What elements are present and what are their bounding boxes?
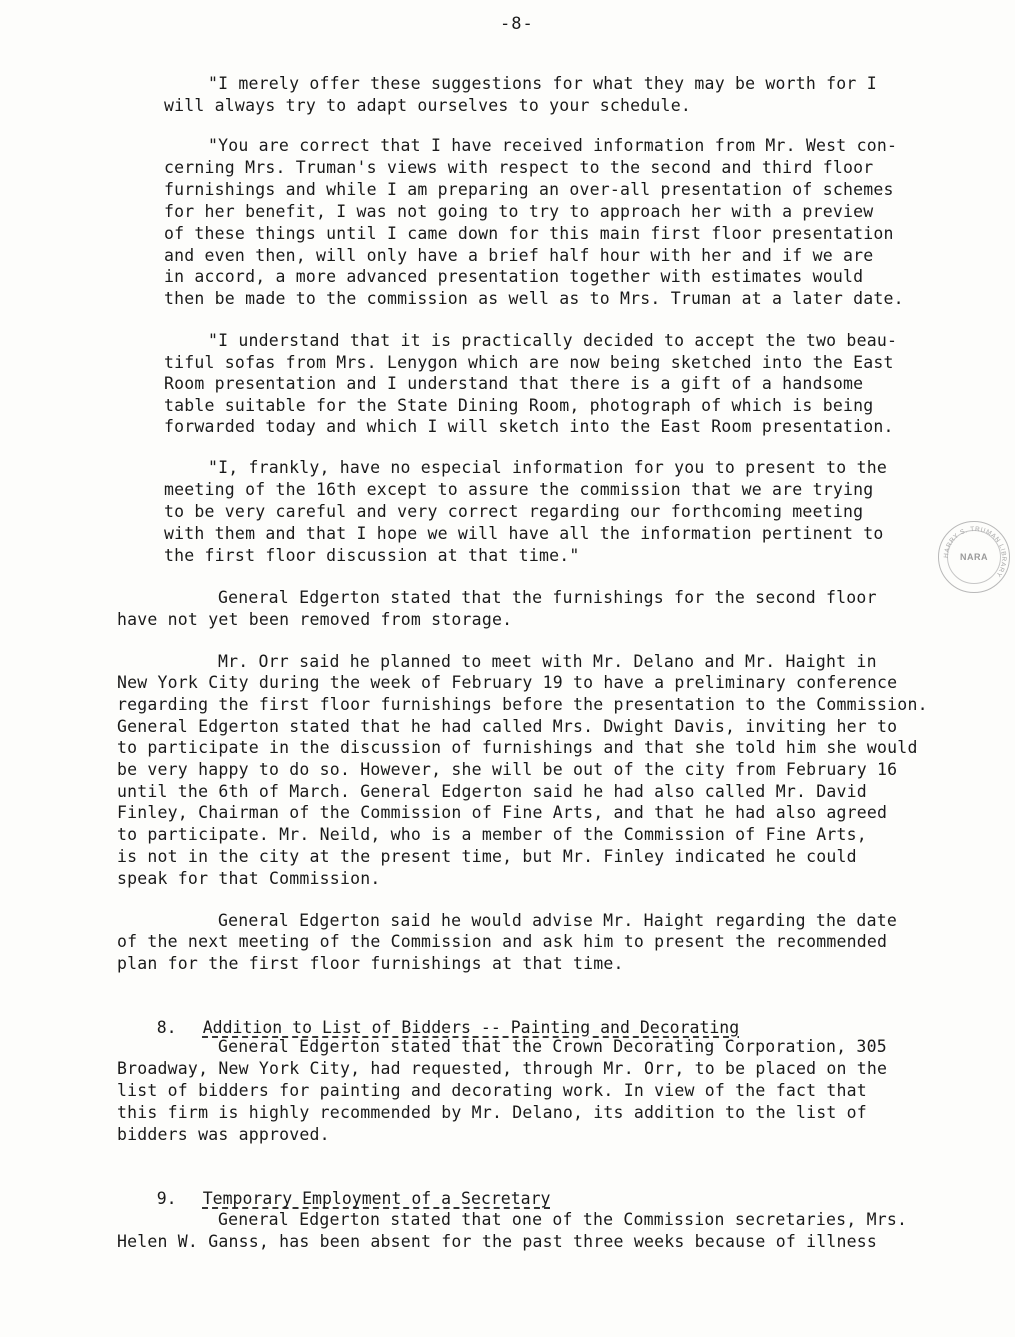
page-number: -8- bbox=[500, 14, 534, 34]
archive-stamp bbox=[938, 521, 1010, 593]
text-line: be very happy to do so. However, she will be out of the city from February 16 bbox=[117, 760, 898, 779]
text-line: will always try to adapt ourselves to your schedule. bbox=[164, 96, 691, 115]
text-line: New York City during the week of February 19 to have a preliminary conference bbox=[117, 673, 898, 692]
text-line: General Edgerton stated that one of the Commission secretaries, Mrs. bbox=[218, 1210, 908, 1229]
section-number: 8. bbox=[156, 1018, 177, 1037]
text-line: Broadway, New York City, had requested, through Mr. Orr, to be placed on the bbox=[117, 1059, 888, 1078]
text-line: the first floor discussion at that time." bbox=[164, 546, 580, 565]
text-line: "I understand that it is practically decided to accept the two beau- bbox=[208, 331, 898, 350]
text-line: forwarded today and which I will sketch into the East Room presentation. bbox=[164, 417, 894, 436]
text-line: then be made to the commission as well as to Mrs. Truman at a later date. bbox=[164, 289, 904, 308]
text-line: to participate. Mr. Neild, who is a member of the Commission of Fine Arts, bbox=[117, 825, 867, 844]
text-line: regarding the first floor furnishings before the presentation to the Commission. bbox=[117, 695, 928, 714]
stamp-label: NARA bbox=[960, 552, 988, 562]
text-line: bidders was approved. bbox=[117, 1125, 330, 1144]
text-line: is not in the city at the present time, but Mr. Finley indicated he could bbox=[117, 847, 857, 866]
text-line: "I, frankly, have no especial information for you to present to the bbox=[208, 458, 887, 477]
text-line: table suitable for the State Dining Room, photograph of which is being bbox=[164, 396, 874, 415]
text-line: to participate in the discussion of furnishings and that she told him she would bbox=[117, 738, 918, 757]
text-line: Helen W. Ganss, has been absent for the past three weeks because of illness bbox=[117, 1232, 878, 1251]
text-line: this firm is highly recommended by Mr. Delano, its addition to the list of bbox=[117, 1103, 867, 1122]
text-line: General Edgerton stated that he had called Mrs. Dwight Davis, inviting her to bbox=[117, 717, 898, 736]
text-line: of the next meeting of the Commission and ask him to present the recommended bbox=[117, 932, 888, 951]
text-line: for her benefit, I was not going to try to approach her with a preview bbox=[164, 202, 874, 221]
text-line: to be very careful and very correct regarding our forthcoming meeting bbox=[164, 502, 864, 521]
text-line: General Edgerton said he would advise Mr. Haight regarding the date bbox=[218, 911, 897, 930]
text-line: Mr. Orr said he planned to meet with Mr. Delano and Mr. Haight in bbox=[218, 652, 877, 671]
stamp-ring-label: HARRY S. TRUMAN LIBRARY bbox=[942, 525, 1008, 579]
text-line: with them and that I hope we will have all the information pertinent to bbox=[164, 524, 884, 543]
text-line: tiful sofas from Mrs. Lenygon which are now being sketched into the East bbox=[164, 353, 894, 372]
text-line: in accord, a more advanced presentation together with estimates would bbox=[164, 267, 864, 286]
text-line: list of bidders for painting and decorating work. In view of the fact that bbox=[117, 1081, 867, 1100]
text-line: General Edgerton stated that the Crown Decorating Corporation, 305 bbox=[218, 1037, 887, 1056]
text-line: speak for that Commission. bbox=[117, 869, 381, 888]
text-line: furnishings and while I am preparing an over-all presentation of schemes bbox=[164, 180, 894, 199]
section-title: Temporary Employment of a Secretary bbox=[202, 1189, 551, 1208]
text-line: General Edgerton stated that the furnishings for the second floor bbox=[218, 588, 877, 607]
text-line: of these things until I came down for this main first floor presentation bbox=[164, 224, 894, 243]
section-number: 9. bbox=[156, 1189, 177, 1208]
text-line: "You are correct that I have received information from Mr. West con- bbox=[208, 136, 898, 155]
text-line: meeting of the 16th except to assure the commission that we are trying bbox=[164, 480, 874, 499]
text-line: and even then, will only have a brief half hour with her and if we are bbox=[164, 246, 874, 265]
section-title: Addition to List of Bidders -- Painting and Decorating bbox=[202, 1018, 740, 1037]
text-line: Finley, Chairman of the Commission of Fine Arts, and that he had also agreed bbox=[117, 803, 888, 822]
text-line: "I merely offer these suggestions for what they may be worth for I bbox=[208, 74, 877, 93]
text-line: until the 6th of March. General Edgerton said he had also called Mr. David bbox=[117, 782, 867, 801]
text-line: Room presentation and I understand that there is a gift of a handsome bbox=[164, 374, 864, 393]
text-line: have not yet been removed from storage. bbox=[117, 610, 513, 629]
text-line: plan for the first floor furnishings at that time. bbox=[117, 954, 624, 973]
text-line: cerning Mrs. Truman's views with respect to the second and third floor bbox=[164, 158, 874, 177]
